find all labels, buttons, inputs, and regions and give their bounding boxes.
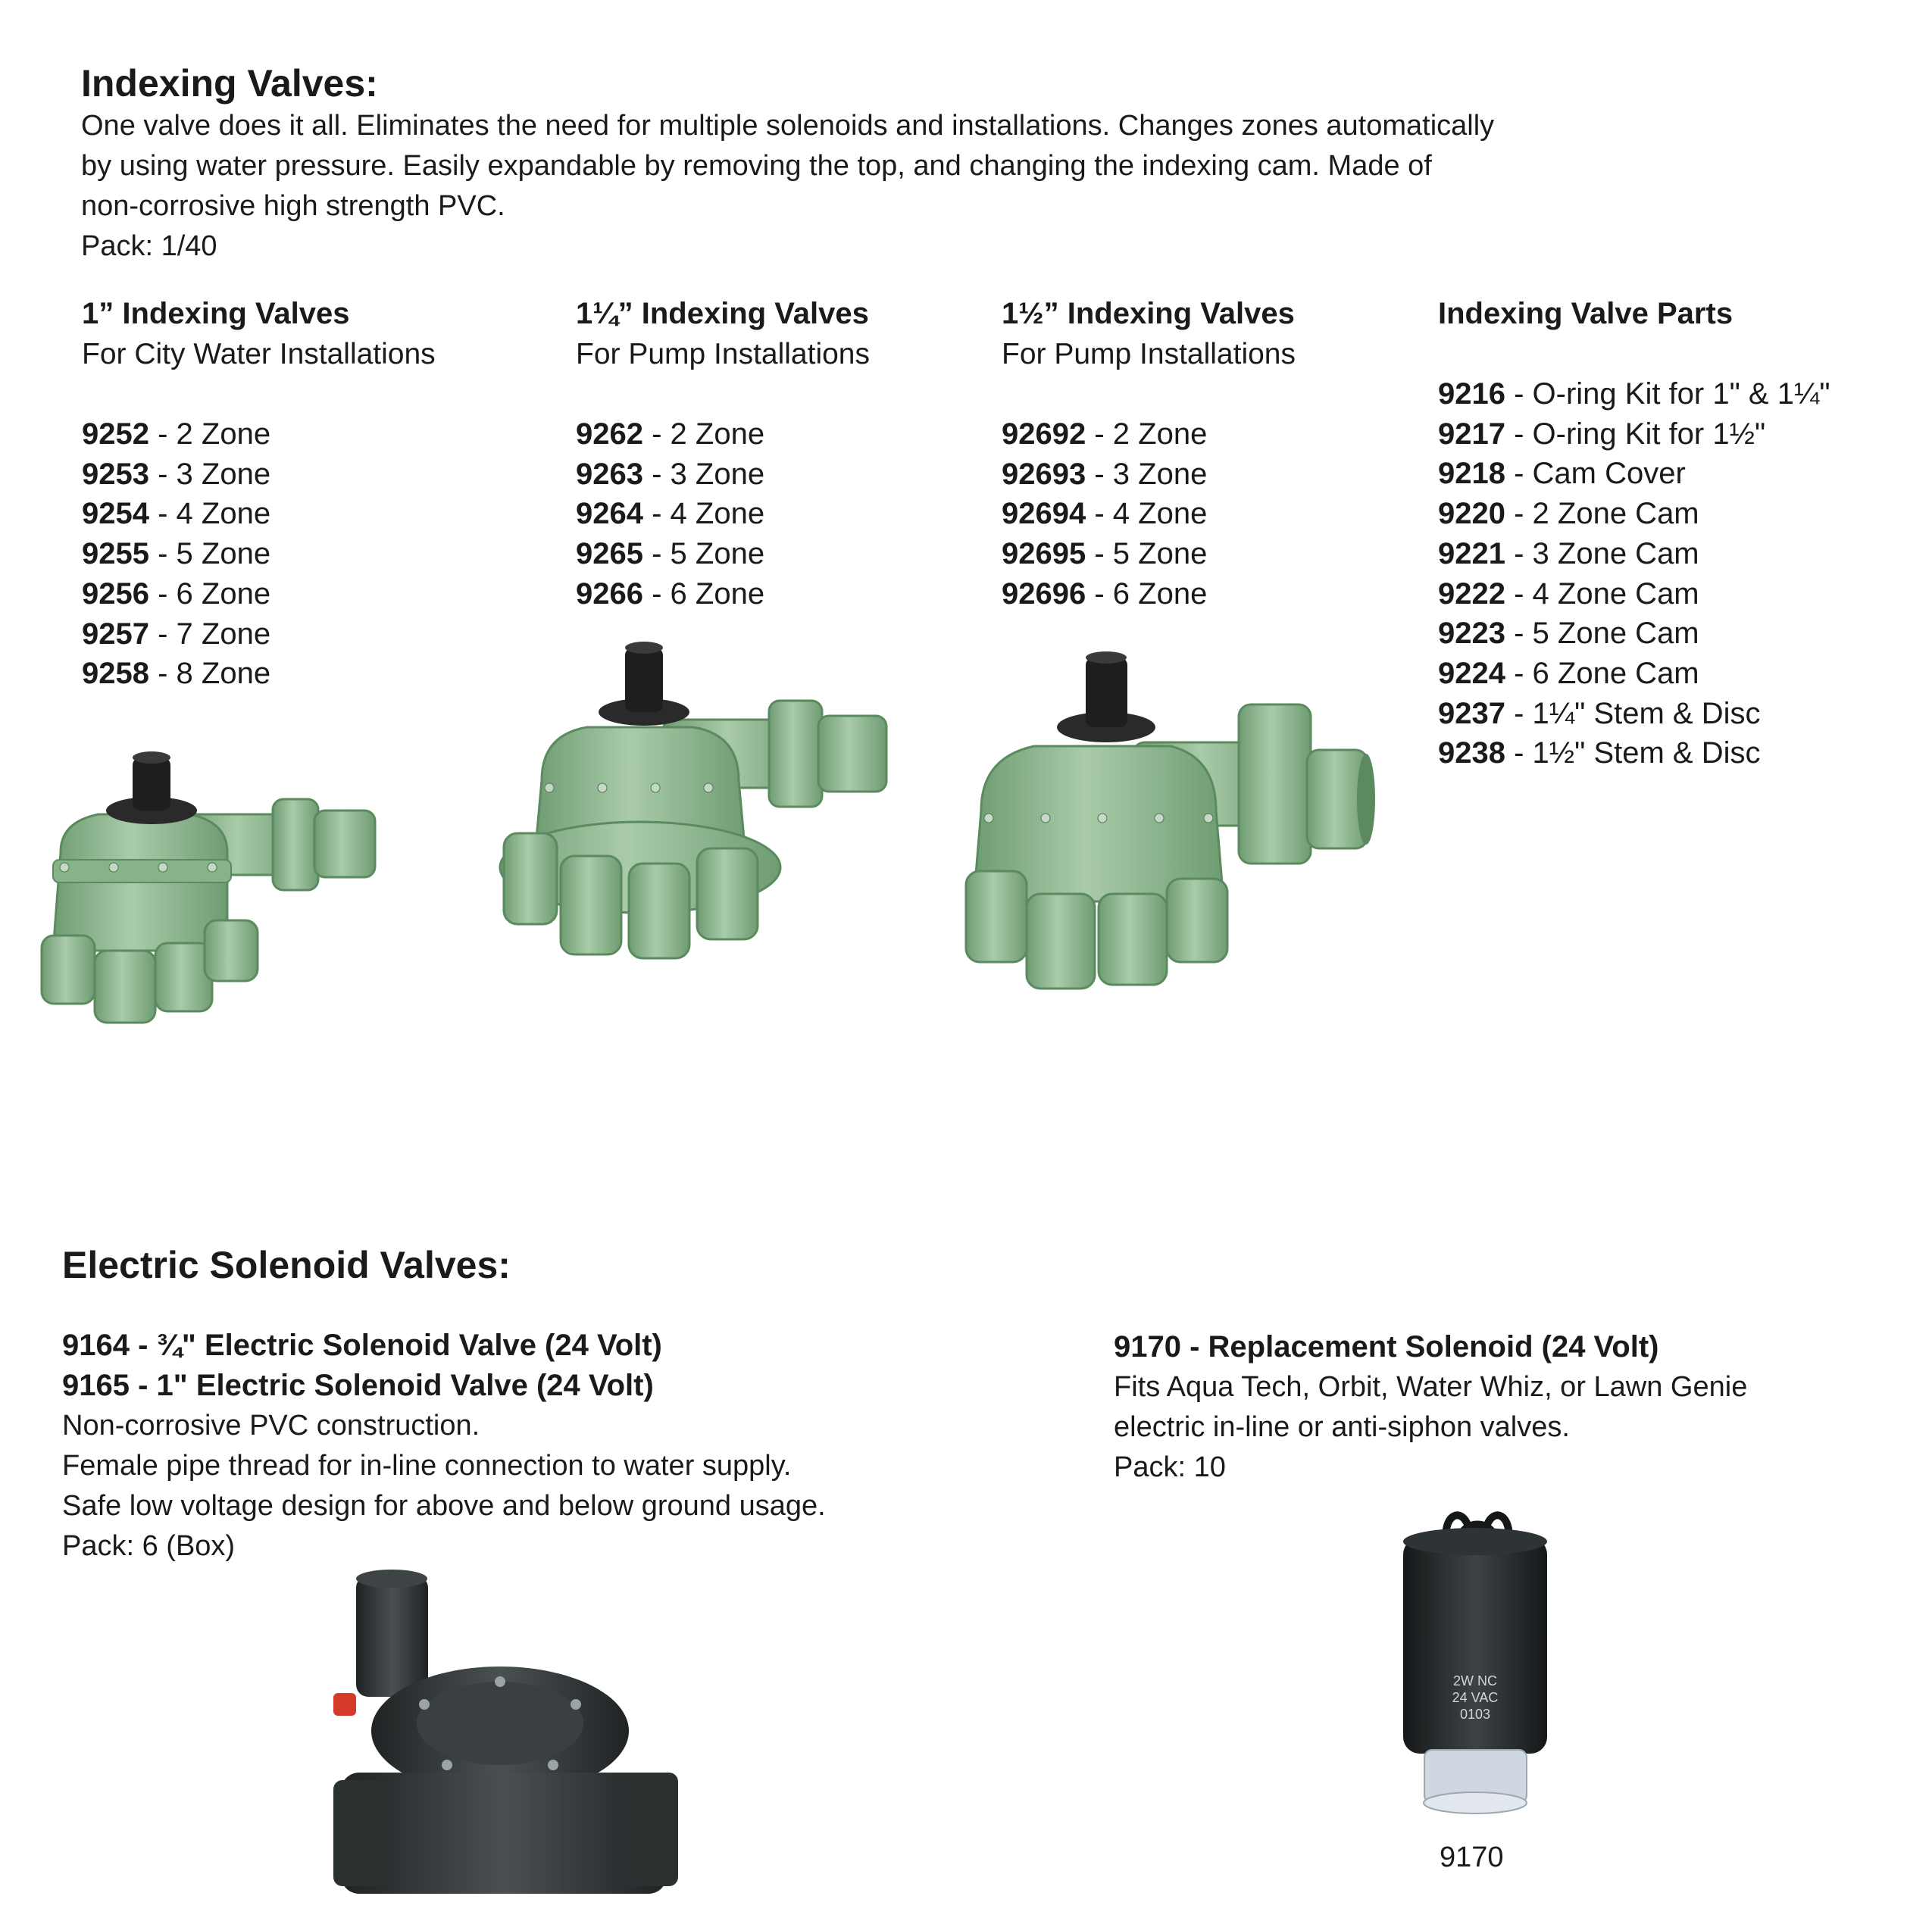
list-item: 92694 - 4 Zone <box>1002 497 1208 531</box>
product-line: Fits Aqua Tech, Orbit, Water Whiz, or Lawn Genie <box>1114 1371 1748 1403</box>
product-line: Female pipe thread for in-line connection to water supply. <box>62 1450 792 1482</box>
list-item: 9220 - 2 Zone Cam <box>1438 497 1699 531</box>
list-item: 9238 - 1½" Stem & Disc <box>1438 736 1761 770</box>
column-subtitle: For City Water Installations <box>82 338 436 370</box>
list-item: 9216 - O-ring Kit for 1" & 1¼" <box>1438 377 1830 411</box>
column-title: 1¼” Indexing Valves <box>576 297 869 330</box>
pack-info: Pack: 10 <box>1114 1451 1226 1483</box>
column-title: Indexing Valve Parts <box>1438 297 1733 330</box>
product-line: Non-corrosive PVC construction. <box>62 1410 480 1442</box>
list-item: 92696 - 6 Zone <box>1002 576 1208 611</box>
list-item: 9218 - Cam Cover <box>1438 457 1686 491</box>
part-list <box>82 414 436 694</box>
list-item: 9265 - 5 Zone <box>576 537 765 571</box>
list-item: 92692 - 2 Zone <box>1002 417 1208 451</box>
product-line: Safe low voltage design for above and below ground usage. <box>62 1490 826 1522</box>
column-title: 1” Indexing Valves <box>82 297 350 330</box>
solenoid-label-text: 24 VAC <box>1452 1690 1499 1705</box>
description-line: One valve does it all. Eliminates the need for multiple solenoids and installations. Changes zones automatically <box>81 110 1495 142</box>
solenoid-valve-image <box>333 1568 682 1901</box>
replacement-solenoid-block <box>1114 1327 1747 1488</box>
part-list <box>1002 414 1296 614</box>
list-item: 9258 - 8 Zone <box>82 657 271 691</box>
solenoid-label-text: 0103 <box>1459 1707 1491 1722</box>
list-item: 9224 - 6 Zone Cam <box>1438 656 1699 690</box>
replacement-solenoid-image <box>1394 1496 1561 1822</box>
product-title: 9170 - Replacement Solenoid (24 Volt) <box>1114 1330 1659 1364</box>
list-item: 9222 - 4 Zone Cam <box>1438 576 1699 611</box>
part-list <box>576 414 870 614</box>
list-item: 9264 - 4 Zone <box>576 497 765 531</box>
indexing-valve-2-image <box>496 636 890 970</box>
pack-info: Pack: 6 (Box) <box>62 1530 236 1562</box>
list-item: 9252 - 2 Zone <box>82 417 271 451</box>
column-subtitle: For Pump Installations <box>576 338 871 370</box>
replacement-solenoid-caption: 9170 <box>1440 1841 1504 1873</box>
indexing-valve-3-image <box>951 651 1375 1000</box>
column-1-inch <box>82 294 436 694</box>
list-item: 9255 - 5 Zone <box>82 537 271 571</box>
list-item: 9217 - O-ring Kit for 1½" <box>1438 417 1766 451</box>
solenoid-heading: Electric Solenoid Valves: <box>62 1244 511 1286</box>
product-line: electric in-line or anti-siphon valves. <box>1114 1411 1570 1443</box>
column-valve-parts <box>1438 294 1830 773</box>
list-item: 9254 - 4 Zone <box>82 497 271 531</box>
solenoid-valve-left-block <box>62 1326 826 1567</box>
list-item: 9237 - 1¼" Stem & Disc <box>1438 696 1761 730</box>
column-subtitle: For Pump Installations <box>1002 338 1296 370</box>
list-item: 9257 - 7 Zone <box>82 617 271 651</box>
list-item: 9256 - 6 Zone <box>82 576 271 611</box>
indexing-valve-1-image <box>30 723 386 1042</box>
list-item: 9263 - 3 Zone <box>576 457 765 491</box>
product-title: 9165 - 1" Electric Solenoid Valve (24 Volt) <box>62 1369 654 1402</box>
list-item: 9253 - 3 Zone <box>82 457 271 491</box>
indexing-heading: Indexing Valves: <box>81 62 378 105</box>
description-line: by using water pressure. Easily expandable by removing the top, and changing the indexing cam. Made of <box>81 150 1432 182</box>
indexing-description <box>81 106 1824 267</box>
solenoid-label-text: 2W NC <box>1453 1673 1497 1688</box>
list-item: 9266 - 6 Zone <box>576 576 765 611</box>
list-item: 92695 - 5 Zone <box>1002 537 1208 571</box>
list-item: 9262 - 2 Zone <box>576 417 765 451</box>
pack-info: Pack: 1/40 <box>81 230 217 262</box>
product-title: 9164 - ¾" Electric Solenoid Valve (24 Volt) <box>62 1329 662 1362</box>
list-item: 9223 - 5 Zone Cam <box>1438 617 1699 651</box>
column-1-quarter-inch <box>576 294 870 614</box>
part-list <box>1438 374 1830 773</box>
column-1-half-inch <box>1002 294 1296 614</box>
column-title: 1½” Indexing Valves <box>1002 297 1295 330</box>
list-item: 92693 - 3 Zone <box>1002 457 1208 491</box>
description-line: non-corrosive high strength PVC. <box>81 190 505 222</box>
list-item: 9221 - 3 Zone Cam <box>1438 536 1699 570</box>
